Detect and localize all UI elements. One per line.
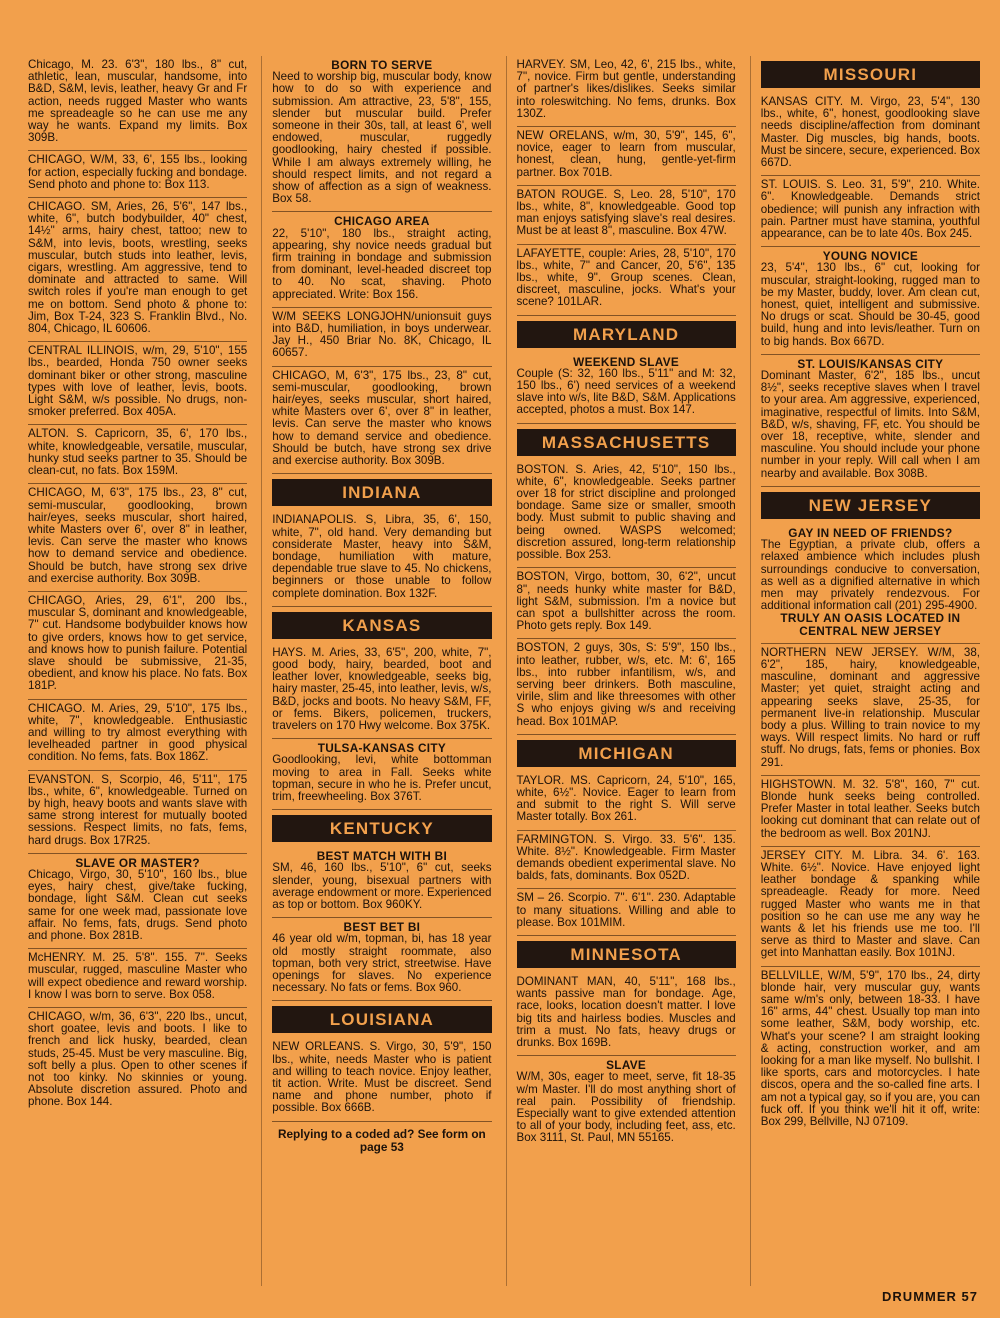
classified-ad	[28, 1008, 247, 1115]
state-heading: KANSAS	[272, 612, 491, 639]
ad-headline: CHICAGO AREA	[334, 214, 430, 229]
state-heading: MARYLAND	[517, 321, 736, 348]
state-heading: NEW JERSEY	[761, 492, 980, 519]
classified-ad	[517, 831, 736, 890]
ad-text: HAYS. M. Aries, 33, 6'5", 200, white, 7", good body, hairy, bearded, boot and leather lover, knowledgeable, seeks big, hairy master, 25-45, into leather, levis, w/s, B&D, jocks and boots. No heavy S&M, FF, or fems. Bikers, policemen, truckers, travelers on 170 Hwy welcome. Box 375K.	[272, 645, 492, 732]
ad-headline: YOUNG NOVICE	[822, 249, 919, 264]
ad-headline: SLAVE	[606, 1058, 647, 1073]
ad-text: BATON ROUGE. S, Leo. 28, 5'10", 170 lbs., white, 8", knowledgeable. Good top man enjoys satisfying slave's real desires. Must be at least 8", masculine. Box 47W.	[516, 187, 736, 238]
classified-ad	[761, 524, 980, 644]
classified-ad	[272, 56, 491, 212]
ad-text: Goodlooking, levi, white bottomman moving to area in Fall. Seeks white topman, secure in who he is. Prefer uncut, trim, freewheeling. Box 376T.	[272, 753, 492, 803]
classified-ad	[28, 592, 247, 700]
classified-ad	[517, 353, 736, 424]
ad-text: ST. LOUIS. S. Leo. 31, 5'9", 210. White. 6". Knowledgeable. Demands strict obedience; will punish any infraction with pain. Partner must have stamina, youthful appearance, can be to late 40s. Box 245.	[760, 178, 980, 241]
classified-ad	[761, 776, 980, 847]
ad-text: W/M, 30s, eager to meet, serve, fit 18-35 w/m Master. I'll do most anything short of real pain. Possibility of friendship. Especially want to give extended attention to all of your body, including feet, ass, etc. Box 3111, St. Paul, MN 55165.	[516, 1070, 736, 1145]
ad-text: BOSTON. S. Aries, 42, 5'10", 150 lbs., white, 6", knowledgeable. Seeks partner over 18 for strict discipline and prolonged bondage. Same size or smaller, smooth body. Must submit to public shaving and being owned. WASPS welcomed; discretion assured, long-term relationship possible. Box 253.	[516, 462, 736, 562]
classified-ad	[517, 639, 736, 734]
ad-text: CHICAGO. M. Aries, 29, 5'10", 175 lbs., white, 7", knowledgeable. Enthusiastic and willing to try almost everything with levelheaded partner in good physical condition. No fems, fats. Box 186Z.	[28, 701, 248, 764]
ad-text: HIGHSTOWN. M. 32. 5'8", 160, 7" cut. Blonde hunk seeks being controlled. Prefer Master in total leather. Seeks butch looking cut dominant that can relate out of the bedroom as well. Box 201NJ.	[760, 777, 980, 840]
classified-ad	[272, 644, 491, 739]
ad-text: JERSEY CITY. M. Libra. 34. 6'. 163. White. 6½". Novice. Have enjoyed light leather bondage & spanking while spreadeagle. Ready for more. Need rugged Master who wants me in that position so he can use me any way he wants & let his friends use me too. I'll serve as third to Master and slave. Can get into Manhattan easily. Box 101NJ.	[760, 848, 980, 960]
ad-text: HARVEY. SM, Leo, 42, 6', 215 lbs., white, 7", novice. Firm but gentle, understanding of partner's likes/dislikes. Seeks similar into roleswitching. No fems, drunks. Box 130Z.	[516, 58, 736, 120]
classified-ad	[28, 484, 247, 592]
classified-ad	[28, 700, 247, 771]
ad-headline: BEST MATCH WITH BI	[316, 849, 448, 864]
ad-text: 22, 5'10", 180 lbs., straight acting, appearing, shy novice needs gradual but firm training in bondage and submission from dominant, level-headed discreet top to 40. No scat, shaving. Photo appreciated. Write: Box 156.	[272, 226, 492, 301]
ad-headline: WEEKEND SLAVE	[573, 354, 680, 369]
ad-text: CHICAGO, W/M, 33, 6', 155 lbs., looking for action, especially fucking and bondage. Send photo and phone to: Box 113.	[28, 153, 248, 191]
ad-text: McHENRY. M. 25. 5'8". 155. 7". Seeks muscular, rugged, masculine Master who will expect obedience and reward worship. I know I was born to serve. Box 058.	[28, 951, 248, 1001]
classified-ad	[517, 56, 736, 127]
state-heading: MASSACHUSETTS	[517, 429, 736, 456]
page-footer: DRUMMER 57	[882, 1289, 978, 1304]
classified-ad	[761, 967, 980, 1135]
classified-page	[28, 56, 980, 1286]
classified-ad	[272, 847, 491, 918]
classified-ad	[272, 367, 491, 475]
ad-text: DOMINANT MAN, 40, 5'11", 168 lbs., wants passive man for bondage. Age, race, looks, location doesn't matter. I love big tits and hairless bodies. Muscles and trim a must. No fats, heavy drugs or drunks. Box 169B.	[516, 974, 736, 1049]
state-heading: MISSOURI	[761, 61, 980, 88]
ad-text: Dominant Master, 6'2", 185 lbs., uncut 8½", seeks receptive slaves when I travel to your area. Am aggressive, experienced, imaginative, respectful of limits. Into S&M, B&D, w/s, shaving, FF, etc. You should be over 18, receptive, white, slender and masculine. You should include your phone number in your reply. Will call when I am nearby and available. Box 308B.	[760, 369, 980, 480]
classified-ad	[517, 568, 736, 639]
state-heading: KENTUCKY	[272, 815, 491, 842]
ad-headline: GAY IN NEED OF FRIENDS?	[788, 525, 953, 540]
ad-text: Need to worship big, muscular body, know how to do so with experience and submission. Am attractive, 23, 5'8", 155, slender but muscular build. Prefer someone in their 30s, tall, at least 6', well endowed, muscular, ruggedly goodlooking, hairy chested if possible. While I am always extremely willing, he should respect limits, and not regard a show of affection as a sign of weakness. Box 58.	[272, 70, 492, 206]
classified-ad	[517, 1056, 736, 1150]
classified-ad	[517, 889, 736, 936]
ad-text: BOSTON, Virgo, bottom, 30, 6'2", uncut 8", needs hunky white master for B&D, light S&M, submission. I'm a novice but can spot a bullshitter across the room. Photo gets reply. Box 149.	[516, 570, 736, 633]
classified-ad	[761, 644, 980, 776]
ad-text: NEW ORLEANS. S. Virgo, 30, 5'9", 150 lbs., white, needs Master who is patient and willing to teach novice. Enjoy leather, tit action. Write. Must be discreet. Send name and phone number, photo if possible. Box 666B.	[272, 1040, 492, 1115]
ad-text: CHICAGO, w/m, 36, 6'3", 220 lbs., uncut, short goatee, levis and boots. I like to french and lick husky, bearded, clean studs, 25-45. Must be very masculine. Big, soft belly a plus. Open to other scenes if not too kinky. No skinnies or young. Absolute discretion assured. Photo and phone. Box 144.	[28, 1010, 248, 1109]
ad-text: Chicago, M. 23. 6'3", 180 lbs., 8" cut, athletic, lean, muscular, handsome, into B&D, S&M, levis, leather, heavy Gr and Fr action, needs rugged Master who wants me spreadeagle so he can use me any way he wants. Expand my limits. Box 309B.	[28, 58, 248, 145]
classified-ad	[28, 771, 247, 854]
classified-ad	[272, 739, 491, 810]
column-3	[506, 56, 736, 1286]
classified-ad	[517, 127, 736, 186]
ad-text: CHICAGO, M, 6'3", 175 lbs., 23, 8" cut, semi-muscular, goodlooking, brown hair/eyes, seeks muscular, short haired, white Masters over 6', over 8" in leather, levis. Can serve the master who knows how to demand service and obedience. Should be butch, have strong sex drive and exercise authority. Box 309B.	[28, 486, 248, 585]
classified-ad	[517, 186, 736, 245]
classified-ad	[28, 56, 247, 151]
classified-ad	[272, 1038, 491, 1121]
classified-ad	[28, 949, 247, 1008]
column-4	[750, 56, 980, 1286]
classified-ad	[28, 151, 247, 198]
ad-tagline: TRULY AN OASIS LOCATED IN CENTRAL NEW JERSEY	[780, 611, 961, 638]
state-heading: MICHIGAN	[517, 740, 736, 767]
classified-ad	[517, 973, 736, 1056]
ad-text: CENTRAL ILLINOIS, w/m, 29, 5'10", 155 lbs., bearded, Honda 750 owner seeks dominant biker or other strong, masculine types with love of leather, levis, boots. Light S&M, w/s possible. No drugs, non-smoker preferred. Box 405A.	[28, 344, 248, 419]
classified-ad	[28, 198, 247, 342]
ad-headline: TULSA-KANSAS CITY	[317, 741, 447, 756]
ad-text: CHICAGO, M, 6'3", 175 lbs., 23, 8" cut, semi-muscular, goodlooking, brown hair/eyes, seeks muscular, short haired, white Masters over 6', over 8" in leather, levis. Can serve the master who knows how to demand service and obedience. Should be butch, have strong sex drive and exercise authority. Box 309B.	[272, 368, 492, 468]
ad-text: INDIANAPOLIS. S, Libra, 35, 6', 150, white, 7", old hand. Very demanding but considerate Master, heavy into S&M, bondage, humiliation with mature, dependable true slave to 45. No chickens, beginners or those unable to follow complete domination. Box 132F.	[272, 513, 492, 600]
state-heading: INDIANA	[272, 479, 491, 506]
ad-text: TAYLOR. MS. Capricorn, 24, 5'10", 165, white, 6½". Novice. Eager to learn from and submit to the right S. Will serve Master totally. Box 261.	[516, 773, 736, 824]
classified-ad	[272, 918, 491, 1001]
classified-ad	[517, 461, 736, 569]
ad-text: NORTHERN NEW JERSEY. W/M, 38, 6'2", 185, hairy, knowledgeable, masculine, dominant and aggressive Master; yet quiet, straight acting and appearing seeks slave, 25-35, for permanent live-in relationship. Muscular body a plus. Willing to train novice to my ways. Will respect limits. No hard or ruff stuff. No drugs, fats, fems or phonies. Box 291.	[760, 645, 980, 769]
classified-ad	[761, 176, 980, 247]
classified-ad	[761, 355, 980, 487]
ad-headline: BORN TO SERVE	[331, 58, 433, 72]
classified-ad	[28, 425, 247, 484]
classified-ad	[761, 847, 980, 967]
classified-ad	[517, 245, 736, 316]
ad-text: FARMINGTON. S. Virgo. 33. 5'6". 135. White. 8½". Knowledgeable. Firm Master demands obedient experimental slave. No balds, fats, dominants. Box 052D.	[516, 832, 736, 883]
ad-text: W/M SEEKS LONGJOHN/unionsuit guys into B&D, humiliation, in boys underwear. Jay H., 450 Briar No. 8K, Chicago, IL 60657.	[272, 309, 492, 360]
classified-ad	[517, 772, 736, 831]
ad-text: LAFAYETTE, couple: Aries, 28, 5'10", 170 lbs., white, 7" and Cancer, 20, 5'6", 135 lbs., white, 9". Group scenes. Clean, discreet, masculine, jocks. What's your scene? 101LAR.	[516, 246, 736, 309]
ad-text: 23, 5'4", 130 lbs., 6" cut, looking for muscular, straight-looking, rugged man to be my Master, buddy, lover. Am clean cut, honest, quiet, intelligent and submissive. No drugs or scat. Should be 30-45, good build, hung and into levis/leather. Turn on to big hands. Box 667D.	[760, 261, 980, 348]
ad-headline: SLAVE OR MASTER?	[75, 855, 200, 870]
ad-text: NEW ORELANS, w/m, 30, 5'9", 145, 6", novice, eager to learn from muscular, honest, clean, hung, gentle-yet-firm partner. Box 701B.	[516, 129, 736, 179]
reply-note: Replying to a coded ad? See form on page 53	[277, 1126, 486, 1154]
ad-text: 46 year old w/m, topman, bi, has 18 year old mostly straight roommate, also topman, both very strict, streetwise. Have openings for slaves. No experience necessary. No fats or fems. Box 960.	[272, 932, 492, 995]
ad-text: SM, 46, 160 lbs., 5'10", 6" cut, seeks slender, young, bisexual partners with average endowment or more. Experienced as top or bottom. Box 960KY.	[272, 861, 492, 911]
ad-text: BOSTON, 2 guys, 30s, S: 5'9", 150 lbs., into leather, rubber, w/s, etc. M: 6', 165 lbs., into rubber infantilism, w/s, and serving beer drinkers. Both masculine, virile, slim and like threesomes with other S who enjoys giving w/s and receiving head. Box 101MAP.	[516, 641, 736, 728]
ad-headline: ST. LOUIS/KANSAS CITY	[797, 356, 944, 371]
ad-text: CHICAGO. SM, Aries, 26, 5'6", 147 lbs., white, 6", butch bodybuilder, 40" chest, 14½" arms, hairy chest, tattoo; new to S&M, into levis, boots, wrestling, seeks muscular, butch studs into leather, levis, cigars, wrestling. Am aggressive, tend to dominate and attracted to same. Will switch roles if you're man enough to get me on bottom. Send photo & phone to: Jim, Box T-24, 323 S. Franklin Blvd., No. 804, Chicago, IL 60606.	[28, 200, 248, 336]
classified-ad	[272, 212, 491, 307]
ad-headline: BEST BET BI	[343, 920, 421, 935]
state-heading: MINNESOTA	[517, 941, 736, 968]
classified-ad	[761, 93, 980, 176]
ad-text: The Egyptian, a private club, offers a relaxed ambience which includes plush surroundings conducive to conversation, as well as a dignified alternative in which men may privately rendezvous. For additional information call (201) 295-4900.	[760, 538, 980, 613]
ad-text: SM – 26. Scorpio. 7". 6'1". 230. Adaptable to many situations. Willing and able to please. Box 101MIM.	[516, 891, 736, 929]
ad-text: KANSAS CITY. M. Virgo, 23, 5'4", 130 lbs., white, 6", honest, goodlooking slave needs discipline/affection from dominant Master. Dig muscles, big hands, boots. Must be sincere, secure, experienced. Box 667D.	[760, 95, 980, 170]
classified-ad	[28, 342, 247, 425]
ad-text: BELLVILLE, W/M, 5'9", 170 lbs., 24, dirty blonde hair, very muscular guy, wants same w/m's only, between 18-33. I have 16" arms, 44" chest. Usually top man into some leather, S&M, body worship, etc. What's your scene? I am straight looking & acting, construction worker, and am looking for a man like myself. No bullshit. I like sports, cars and motorcycles. I hate discos, opera and the so-called fine arts. I am not a typical gay, so if you are, you can fuck off. If you think we'll hit it off, write: Box 299, Bellville, NJ 07109.	[760, 968, 980, 1129]
state-heading: LOUISIANA	[272, 1006, 491, 1033]
ad-text: CHICAGO, Aries, 29, 6'1", 200 lbs., muscular S, dominant and knowledgeable, 7" cut. Handsome bodybuilder knows how to give orders, knows how to get service, and knows how to punish failure. Potential slave should be submissive, 21-35, obedient, and know his place. No fats. Box 181P.	[28, 593, 248, 693]
classified-ad	[272, 511, 491, 606]
classified-ad	[28, 854, 247, 949]
classified-ad	[272, 308, 491, 367]
column-1	[28, 56, 247, 1286]
ad-text: ALTON. S. Capricorn, 35, 6', 170 lbs., white, knowledgeable, versatile, muscular, hunky stud seeks partner to 35. Should be clean-cut, no fats. Box 159M.	[28, 427, 248, 478]
ad-text: Couple (S: 32, 160 lbs., 5'11" and M: 32, 150 lbs., 6') need services of a weekend slave into w/s, lite B&D, S&M. Applications accepted, photos a must. Box 147.	[516, 366, 736, 417]
ad-text: EVANSTON. S, Scorpio, 46, 5'11", 175 lbs., white, 6", knowledgeable. Turned on by high, heavy boots and wants slave with same strong interest for mutually booted sessions. Respect limits, no fats, fems, hard drugs. Box 17R25.	[28, 772, 248, 847]
ad-text: Chicago, Virgo, 30, 5'10", 160 lbs., blue eyes, hairy chest, give/take fucking, bondage, light S&M. Clean cut seeks same for one week mad, passionate love affair. No fems, fats, drugs. Send photo and phone. Box 281B.	[28, 867, 248, 942]
column-2	[261, 56, 491, 1286]
classified-ad	[761, 247, 980, 355]
